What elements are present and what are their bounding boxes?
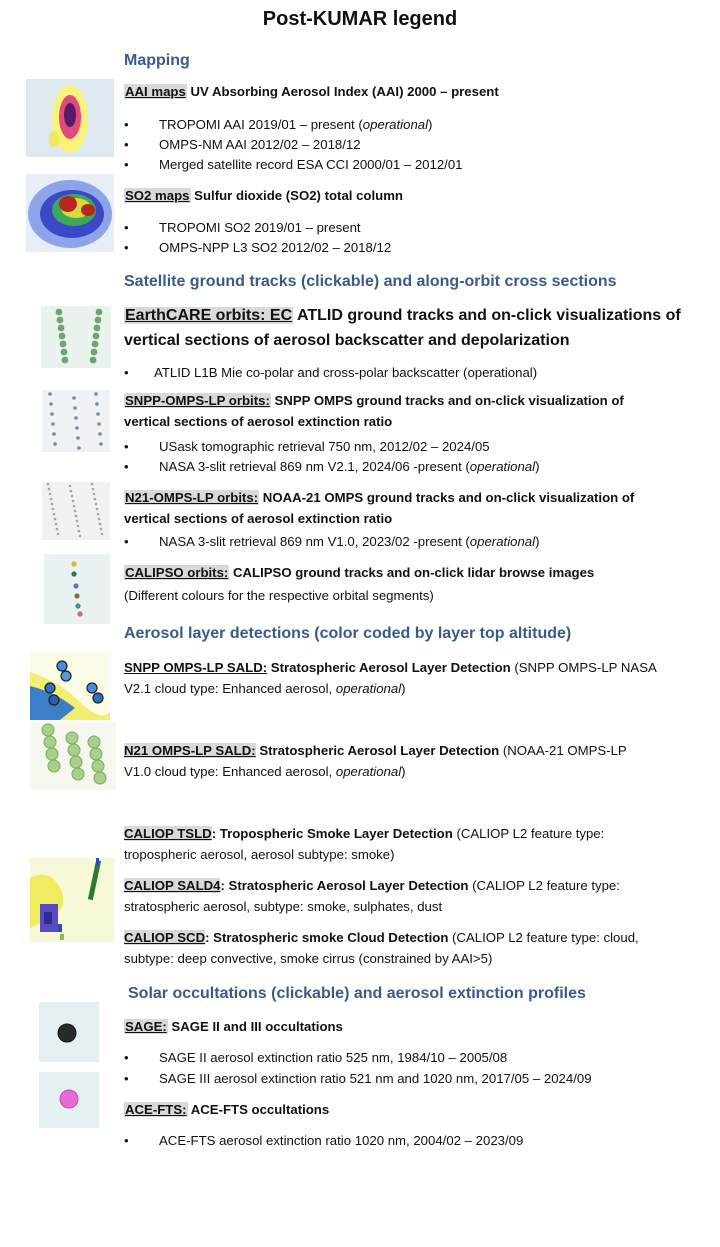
- ace-bullet-1: [124, 1130, 684, 1151]
- n21-header: [124, 487, 634, 529]
- scd-desc: : Stratospheric smoke Cloud Detection: [205, 930, 449, 945]
- tsld-desc: : Tropospheric Smoke Layer Detection: [211, 826, 453, 841]
- bullet-icon: •: [124, 220, 129, 235]
- ace-tag[interactable]: ACE-FTS:: [125, 1102, 187, 1117]
- n21-sald-norm: (NOAA-21 OMPS-LP: [499, 743, 627, 758]
- sald4-desc: : Stratospheric Aerosol Layer Detection: [220, 878, 469, 893]
- bullet-icon: •: [124, 1071, 129, 1086]
- earthcare-desc-1: ATLID ground tracks and on-click visualizations of: [293, 307, 681, 324]
- n21-orbits-tag[interactable]: N21-OMPS-LP orbits:: [125, 490, 259, 505]
- aai-maps-tag[interactable]: AAI maps: [125, 84, 186, 99]
- aai-b1-post: ): [428, 117, 433, 132]
- scd-line2: subtype: deep convective, smoke cirrus (constrained by AAI>5): [124, 951, 493, 966]
- ace-b1-text: ACE-FTS aerosol extinction ratio 1020 nm, 2004/02 – 2023/09: [159, 1133, 524, 1148]
- ace-header: [124, 1099, 329, 1120]
- n21-sald-header: [124, 740, 627, 782]
- aai-b1-text: TROPOMI AAI 2019/01 – present (: [159, 117, 363, 132]
- aai-bullet-2: [124, 134, 684, 155]
- earthcare-orbit-thumbnail: [41, 306, 111, 368]
- n21-orbit-thumbnail: [42, 482, 110, 540]
- bullet-icon: •: [124, 137, 129, 152]
- snpp-bullet-2: [124, 456, 684, 477]
- n21-sald-tag[interactable]: N21 OMPS-LP SALD:: [124, 743, 256, 758]
- bullet-icon: •: [124, 439, 129, 454]
- snpp-sald-header: [124, 657, 657, 699]
- aai-bullet-3: [124, 154, 684, 175]
- sage-b2-text: SAGE III aerosol extinction ratio 521 nm and 1020 nm, 2017/05 – 2024/09: [159, 1071, 592, 1086]
- bullet-icon: •: [124, 240, 129, 255]
- sald4-norm: (CALIOP L2 feature type:: [468, 878, 620, 893]
- sald4-tag[interactable]: CALIOP SALD4: [124, 878, 221, 893]
- sage-desc: SAGE II and III occultations: [167, 1019, 343, 1034]
- so2-bullet-2: [124, 237, 684, 258]
- sald4-header: [124, 875, 620, 917]
- n21-sald-post: ): [401, 764, 406, 779]
- aai-map-thumbnail: [26, 79, 114, 157]
- tsld-header: [124, 823, 604, 865]
- snpp-sald-line2: V2.1 cloud type: Enhanced aerosol,: [124, 681, 336, 696]
- n21-desc-1: NOAA-21 OMPS ground tracks and on-click visualization of: [259, 490, 635, 505]
- n21-desc-2: vertical sections of aerosol extinction ratio: [124, 511, 393, 526]
- calipso-note: (Different colours for the respective orbital segments): [124, 588, 434, 603]
- snpp-bullet-1: [124, 436, 684, 457]
- scd-norm: (CALIOP L2 feature type: cloud,: [448, 930, 639, 945]
- snpp-b2-text: NASA 3-slit retrieval 869 nm V2.1, 2024/06 -present (: [159, 459, 470, 474]
- snpp-orbits-tag[interactable]: SNPP-OMPS-LP orbits:: [125, 393, 270, 408]
- calipso-desc: CALIPSO ground tracks and on-click lidar browse images: [229, 565, 595, 580]
- bullet-icon: •: [124, 459, 129, 474]
- n21-b1-text: NASA 3-slit retrieval 869 nm V1.0, 2023/02 -present (: [159, 534, 470, 549]
- bullet-icon: •: [124, 365, 129, 380]
- aai-b1-em: operational: [362, 117, 429, 132]
- snpp-b1-text: USask tomographic retrieval 750 nm, 2012/02 – 2024/05: [159, 439, 490, 454]
- aai-bullet-1: [124, 114, 684, 135]
- n21-bullet-1: [124, 531, 684, 552]
- sage-header: [124, 1016, 343, 1037]
- aai-header: [124, 81, 499, 102]
- snpp-sald-tag[interactable]: SNPP OMPS-LP SALD:: [124, 660, 268, 675]
- earthcare-desc-2: vertical sections of aerosol backscatter and depolarization: [124, 332, 570, 349]
- scd-tag[interactable]: CALIOP SCD: [124, 930, 206, 945]
- bullet-icon: •: [124, 1050, 129, 1065]
- snpp-desc-1: SNPP OMPS ground tracks and on-click visualization of: [270, 393, 624, 408]
- section-solar: Solar occultations (clickable) and aerosol extinction profiles: [128, 985, 586, 1002]
- calipso-header: [124, 562, 594, 583]
- sage-bullet-1: [124, 1047, 704, 1068]
- calipso-orbit-thumbnail: [44, 554, 110, 624]
- caliop-thumbnail: [30, 858, 114, 942]
- section-tracks: Satellite ground tracks (clickable) and along-orbit cross sections: [124, 273, 617, 290]
- sage-tag[interactable]: SAGE:: [125, 1019, 167, 1034]
- aai-desc: UV Absorbing Aerosol Index (AAI) 2000 – present: [186, 84, 499, 99]
- tsld-line2: tropospheric aerosol, aerosol subtype: smoke): [124, 847, 395, 862]
- n21-b1-em: operational: [469, 534, 536, 549]
- snpp-sald-em: operational: [335, 681, 402, 696]
- bullet-icon: •: [124, 1133, 129, 1148]
- page-title: Post-KUMAR legend: [262, 8, 458, 30]
- aai-b3-text: Merged satellite record ESA CCI 2000/01 – 2012/01: [159, 157, 463, 172]
- sald4-line2: stratospheric aerosol, subtype: smoke, sulphates, dust: [124, 899, 443, 914]
- tsld-norm: (CALIOP L2 feature type:: [452, 826, 605, 841]
- so2-b2-text: OMPS-NPP L3 SO2 2012/02 – 2018/12: [159, 240, 392, 255]
- earthcare-orbits-tag[interactable]: EarthCARE orbits: EC: [125, 307, 293, 324]
- so2-bullet-1: [124, 217, 684, 238]
- bullet-icon: •: [124, 157, 129, 172]
- n21-sald-desc: Stratospheric Aerosol Layer Detection: [255, 743, 500, 758]
- so2-map-thumbnail: [26, 174, 114, 252]
- earthcare-bullet-1: [124, 362, 684, 383]
- n21-b1-post: ): [535, 534, 540, 549]
- snpp-b2-em: operational: [469, 459, 536, 474]
- snpp-header: [124, 390, 624, 432]
- earthcare-b1-text: ATLID L1B Mie co-polar and cross-polar backscatter (operational): [154, 365, 538, 380]
- aai-b2-text: OMPS-NM AAI 2012/02 – 2018/12: [159, 137, 361, 152]
- tsld-tag[interactable]: CALIOP TSLD: [124, 826, 212, 841]
- n21-sald-thumbnail: [30, 722, 116, 790]
- section-mapping: Mapping: [124, 52, 190, 69]
- snpp-b2-post: ): [535, 459, 540, 474]
- so2-desc: Sulfur dioxide (SO2) total column: [190, 188, 403, 203]
- ace-desc: ACE-FTS occultations: [187, 1102, 330, 1117]
- bullet-icon: •: [124, 117, 129, 132]
- scd-header: [124, 927, 639, 969]
- snpp-orbit-thumbnail: [42, 390, 110, 452]
- section-aerosol: Aerosol layer detections (color coded by layer top altitude): [124, 625, 572, 642]
- so2-maps-tag[interactable]: SO2 maps: [125, 188, 190, 203]
- snpp-sald-post: ): [401, 681, 406, 696]
- snpp-desc-2: vertical sections of aerosol extinction ratio: [124, 414, 393, 429]
- sage-bullet-2: [124, 1068, 704, 1089]
- n21-sald-line2: V1.0 cloud type: Enhanced aerosol,: [124, 764, 336, 779]
- so2-b1-text: TROPOMI SO2 2019/01 – present: [159, 220, 361, 235]
- snpp-sald-thumbnail: [30, 652, 110, 720]
- ace-thumbnail: [39, 1072, 99, 1128]
- sage-thumbnail: [39, 1002, 99, 1062]
- snpp-sald-norm: (SNPP OMPS-LP NASA: [510, 660, 657, 675]
- so2-header: [124, 185, 403, 206]
- n21-sald-em: operational: [335, 764, 402, 779]
- sage-b1-text: SAGE II aerosol extinction ratio 525 nm, 1984/10 – 2005/08: [159, 1050, 508, 1065]
- earthcare-header: [124, 303, 681, 353]
- calipso-orbits-tag[interactable]: CALIPSO orbits:: [125, 565, 229, 580]
- bullet-icon: •: [124, 534, 129, 549]
- snpp-sald-desc: Stratospheric Aerosol Layer Detection: [267, 660, 511, 675]
